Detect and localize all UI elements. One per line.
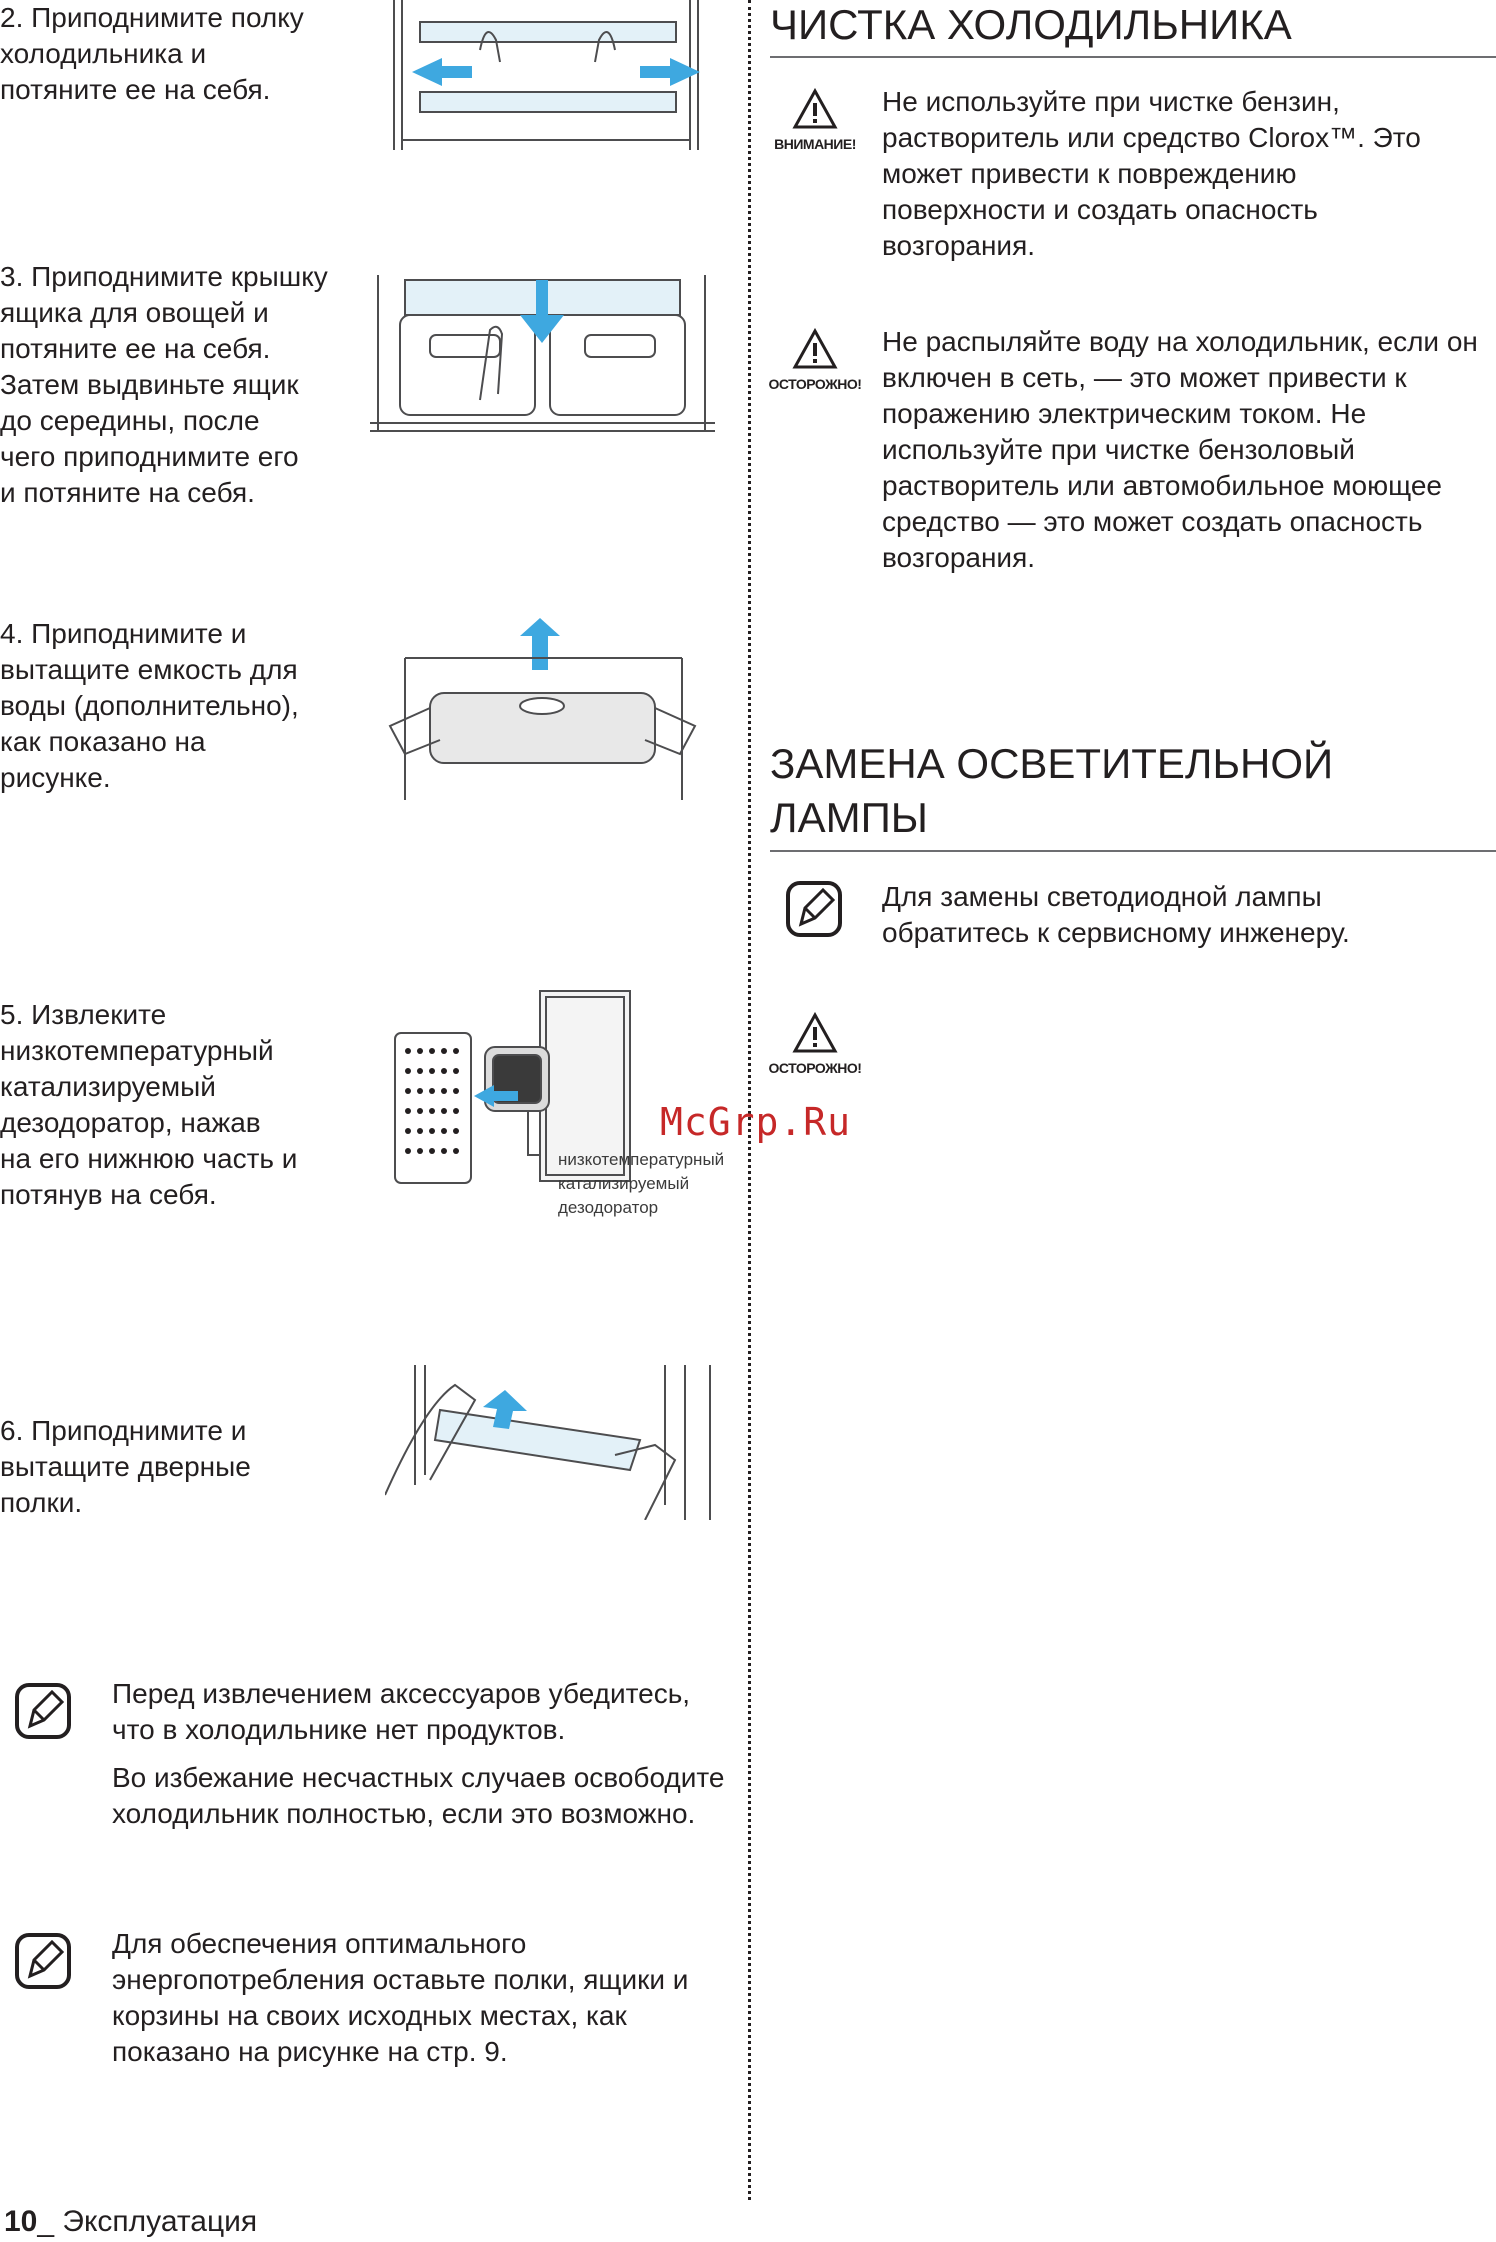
caution-triangle-icon xyxy=(792,328,838,370)
lamp-heading-line-2: ЛАМПЫ xyxy=(770,794,928,841)
caution-triangle-icon xyxy=(792,1012,838,1054)
caution-text-1: Не распыляйте воду на холодильник, если он включен в сеть, — это может привести к поражению электрическим током. Не используйте при чистке бензоловый растворитель или автомобильное моющее средство — это может создать опасность возгорания. xyxy=(882,326,1478,573)
deodorizer-callout-label: низкотемпературный катализируемый дезодоратор xyxy=(558,1150,725,1217)
warning-label: ВНИМАНИЕ! xyxy=(774,136,856,152)
note-1-paragraph-1: Перед извлечением аксессуаров убедитесь, что в холодильнике нет продуктов. xyxy=(112,1678,691,1745)
step-6-text: 6. Приподнимите и вытащите дверные полки. xyxy=(0,1415,251,1518)
lamp-heading-rule xyxy=(770,850,1496,852)
footer-separator: _ xyxy=(37,2205,63,2238)
footer-section: Эксплуатация xyxy=(62,2205,258,2238)
cleaning-heading: ЧИСТКА ХОЛОДИЛЬНИКА xyxy=(770,1,1292,48)
shelf-removal-illustration xyxy=(390,0,710,150)
note-1-paragraph-2: Во избежание несчастных случаев освободите холодильник полностью, если это возможно. xyxy=(112,1762,725,1829)
note-icon xyxy=(14,1682,72,1740)
door-shelf-illustration xyxy=(385,1365,720,1520)
note-icon xyxy=(785,880,843,938)
vegetable-drawer-illustration xyxy=(370,275,715,435)
note-2-paragraph-1: Для обеспечения оптимального энергопотребления оставьте полки, ящики и корзины на своих исходных местах, как показано на рисунке на стр. 9. xyxy=(112,1928,689,2067)
page-number: 10 xyxy=(4,2205,38,2238)
note-1 xyxy=(112,1676,732,1844)
watermark: McGrp.Ru xyxy=(660,1100,852,1144)
cleaning-heading-rule xyxy=(770,56,1496,58)
step-3-text: 3. Приподнимите крышку ящика для овощей и потяните ее на себя. Затем выдвиньте ящик до середины, после чего приподнимите его и потяните на себя. xyxy=(0,261,328,508)
step-5-text: 5. Извлеките низкотемпературный катализируемый дезодоратор, нажав на его нижнюю часть и потянув на себя. xyxy=(0,999,298,1210)
warning-text-1: Не используйте при чистке бензин, растворитель или средство Clorox™. Это может привести к повреждению поверхности и создать опасность возгорания. xyxy=(882,86,1421,261)
water-container-illustration xyxy=(370,618,720,800)
note-2 xyxy=(112,1926,732,2082)
page-footer xyxy=(4,2204,257,2240)
warning-triangle-icon xyxy=(792,88,838,130)
lamp-heading-line-1: ЗАМЕНА ОСВЕТИТЕЛЬНОЙ xyxy=(770,740,1334,787)
note-icon xyxy=(14,1932,72,1990)
lamp-caution-label: ОСТОРОЖНО! xyxy=(768,1060,862,1076)
step-2-text: 2. Приподнимите полку холодильника и потяните ее на себя. xyxy=(0,2,304,105)
caution-label: ОСТОРОЖНО! xyxy=(768,376,862,392)
lamp-note-text: Для замены светодиодной лампы обратитесь к сервисному инженеру. xyxy=(882,881,1350,948)
step-4-text: 4. Приподнимите и вытащите емкость для воды (дополнительно), как показано на рисунке. xyxy=(0,618,299,793)
